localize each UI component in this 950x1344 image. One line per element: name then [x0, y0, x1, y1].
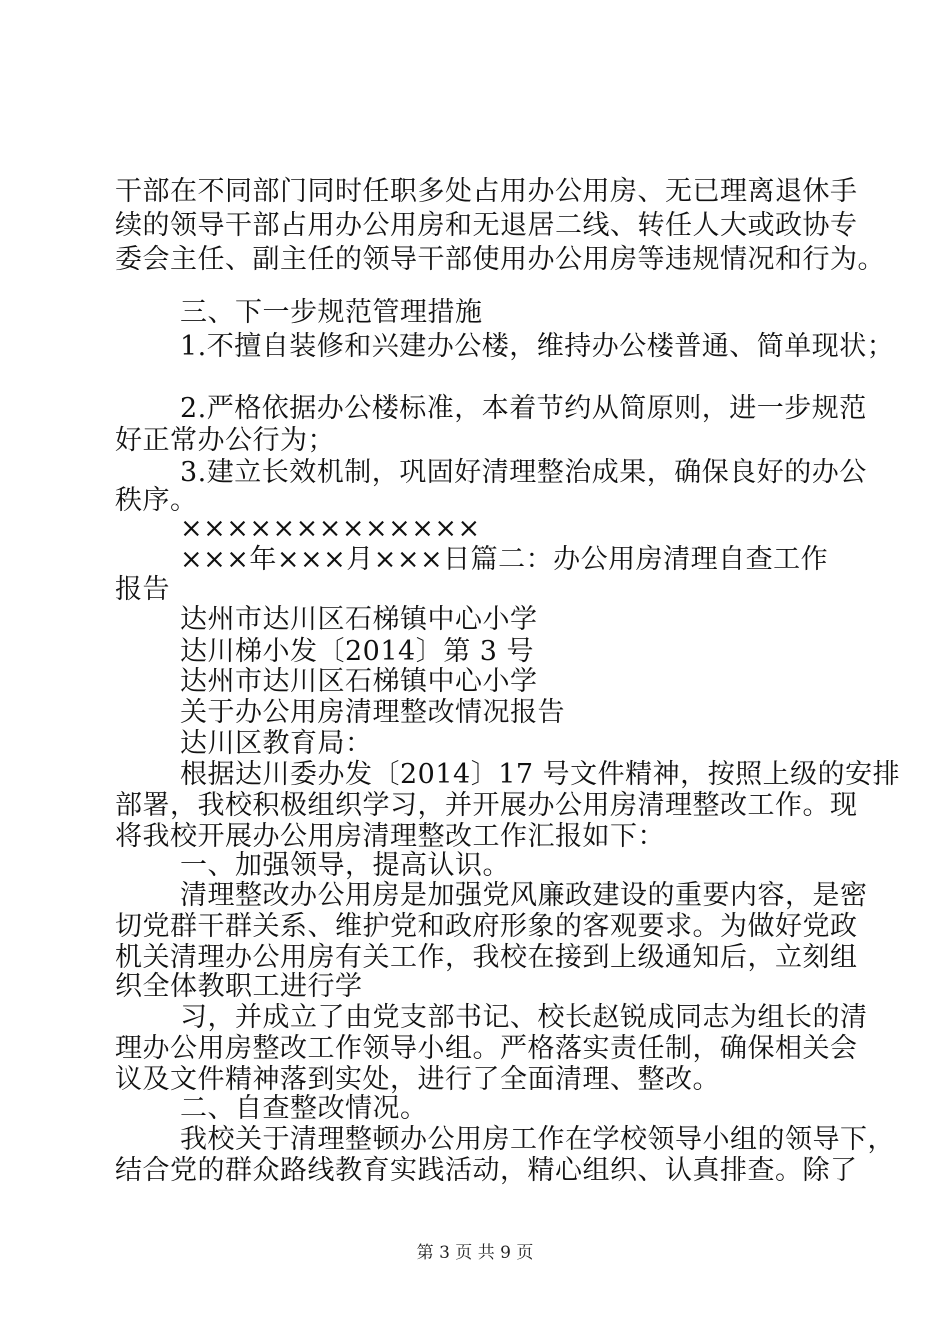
page-number-footer: 第 3 页 共 9 页	[416, 1243, 534, 1263]
text-line-18: 根据达川委办发〔2014〕17 号文件精神，按照上级的安排	[180, 759, 901, 790]
section-heading-2: 二、自查整改情况。	[180, 1093, 428, 1124]
text-line-1: 干部在不同部门同时任职多处占用办公用房、无已理离退休手	[115, 176, 858, 207]
text-line-22: 清理整改办公用房是加强党风廉政建设的重要内容，是密	[180, 880, 868, 911]
text-line-30: 我校关于清理整顿办公用房工作在学校领导小组的领导下，	[180, 1124, 895, 1155]
text-line-28: 议及文件精神落到实处，进行了全面清理、整改。	[115, 1064, 720, 1095]
text-line-27: 理办公用房整改工作领导小组。严格落实责任制，确保相关会	[115, 1033, 858, 1064]
text-line-3: 委会主任、副主任的领导干部使用办公用房等违规情况和行为。	[115, 244, 885, 275]
text-line-12: 报告	[115, 574, 170, 605]
text-line-26: 习，并成立了由党支部书记、校长赵锐成同志为组长的清	[180, 1002, 868, 1033]
school-name-2: 达州市达川区石梯镇中心小学	[180, 666, 538, 697]
document-number: 达川梯小发〔2014〕第 3 号	[180, 636, 535, 667]
text-line-25: 织全体教职工进行学	[115, 971, 363, 1002]
signature-marks: ×××××××××××××	[180, 513, 481, 544]
text-line-31: 结合党的群众路线教育实践活动，精心组织、认真排查。除了	[115, 1155, 858, 1186]
text-line-23: 切党群干群关系、维护党和政府形象的客观要求。为做好党政	[115, 911, 858, 942]
text-line-2: 续的领导干部占用办公用房和无退居二线、转任人大或政协专	[115, 210, 858, 241]
section-heading-3: 三、下一步规范管理措施	[180, 297, 483, 328]
text-line-20: 将我校开展办公用房清理整改工作汇报如下：	[115, 821, 665, 852]
text-line-8: 3.建立长效机制，巩固好清理整治成果，确保良好的办公	[180, 457, 867, 488]
recipient: 达川区教育局：	[180, 728, 373, 759]
date-line: ×××年×××月×××日篇二：办公用房清理自查工作	[180, 544, 829, 575]
text-line-9: 秩序。	[115, 485, 198, 516]
text-line-19: 部署，我校积极组织学习，并开展办公用房清理整改工作。现	[115, 790, 858, 821]
school-name: 达州市达川区石梯镇中心小学	[180, 604, 538, 635]
report-title: 关于办公用房清理整改情况报告	[180, 697, 565, 728]
text-line-24: 机关清理办公用房有关工作，我校在接到上级通知后，立刻组	[115, 942, 858, 973]
section-heading-1: 一、加强领导，提高认识。	[180, 850, 510, 881]
text-line-6: 2.严格依据办公楼标准，本着节约从简原则，进一步规范	[180, 393, 867, 424]
text-line-5: 1.不擅自装修和兴建办公楼，维持办公楼普通、简单现状；	[180, 331, 895, 362]
text-line-7: 好正常办公行为；	[115, 425, 335, 456]
